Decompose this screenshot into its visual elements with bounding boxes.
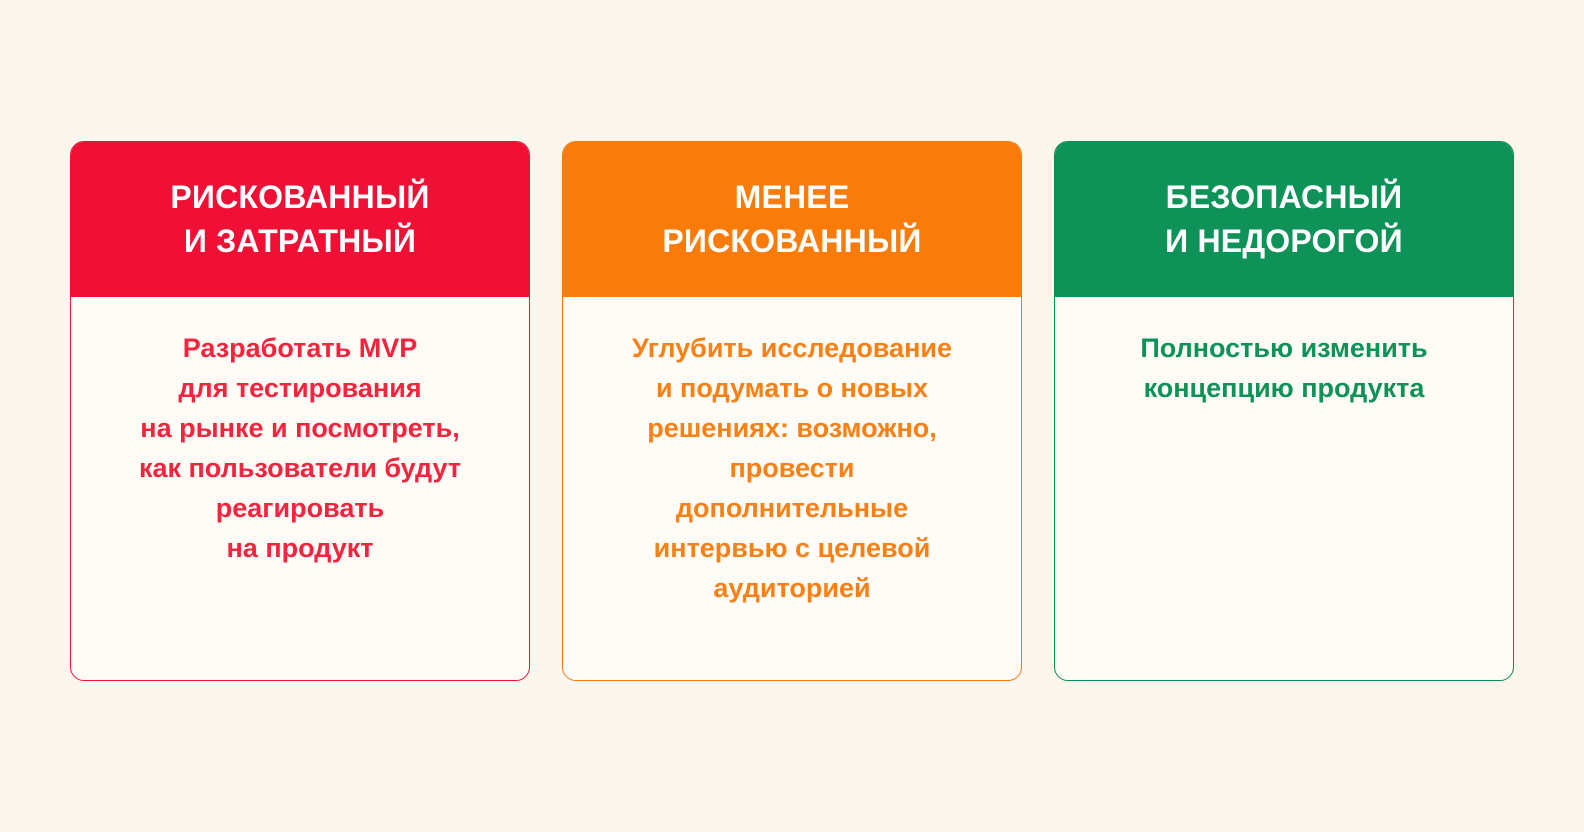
card-body-line: дополнительные <box>675 492 909 523</box>
card-header-line: БЕЗОПАСНЫЙ <box>1165 178 1403 215</box>
card-body-line: провести <box>729 452 855 483</box>
card-body-less-risky <box>563 297 1021 680</box>
card-header-line: МЕНЕЕ <box>734 178 850 215</box>
card-header-line: РИСКОВАННЫЙ <box>662 222 922 259</box>
card-body-line: для тестирования <box>178 372 422 403</box>
card-body-line: интервью с целевой <box>653 532 931 563</box>
card-body-line: концепцию продукта <box>1143 372 1425 403</box>
card-body-line: решениях: возможно, <box>647 412 937 443</box>
card-header-safe-cheap <box>1055 142 1513 297</box>
card-body-safe-cheap <box>1055 297 1513 680</box>
card-body-line: аудиторией <box>713 572 871 603</box>
card-safe-cheap <box>1054 141 1514 681</box>
card-body-line: и подумать о новых <box>655 372 929 403</box>
card-body-line: Углубить исследование <box>631 333 952 363</box>
card-header-less-risky <box>563 142 1021 297</box>
card-body-line: на продукт <box>226 532 374 563</box>
card-body-line: как пользователи будут <box>138 452 462 483</box>
card-header-risky-costly <box>71 142 529 297</box>
card-header-line: И НЕДОРОГОЙ <box>1165 222 1403 259</box>
card-body-risky-costly <box>71 297 529 680</box>
card-header-line: РИСКОВАННЫЙ <box>170 178 430 215</box>
card-header-line: И ЗАТРАТНЫЙ <box>183 222 417 259</box>
card-body-line: Разработать MVP <box>182 333 418 363</box>
card-risky-costly <box>70 141 530 681</box>
card-body-line: на рынке и посмотреть, <box>140 412 460 443</box>
card-body-line: Полностью изменить <box>1140 333 1428 363</box>
card-body-line: реагировать <box>215 492 385 523</box>
card-less-risky <box>562 141 1022 681</box>
